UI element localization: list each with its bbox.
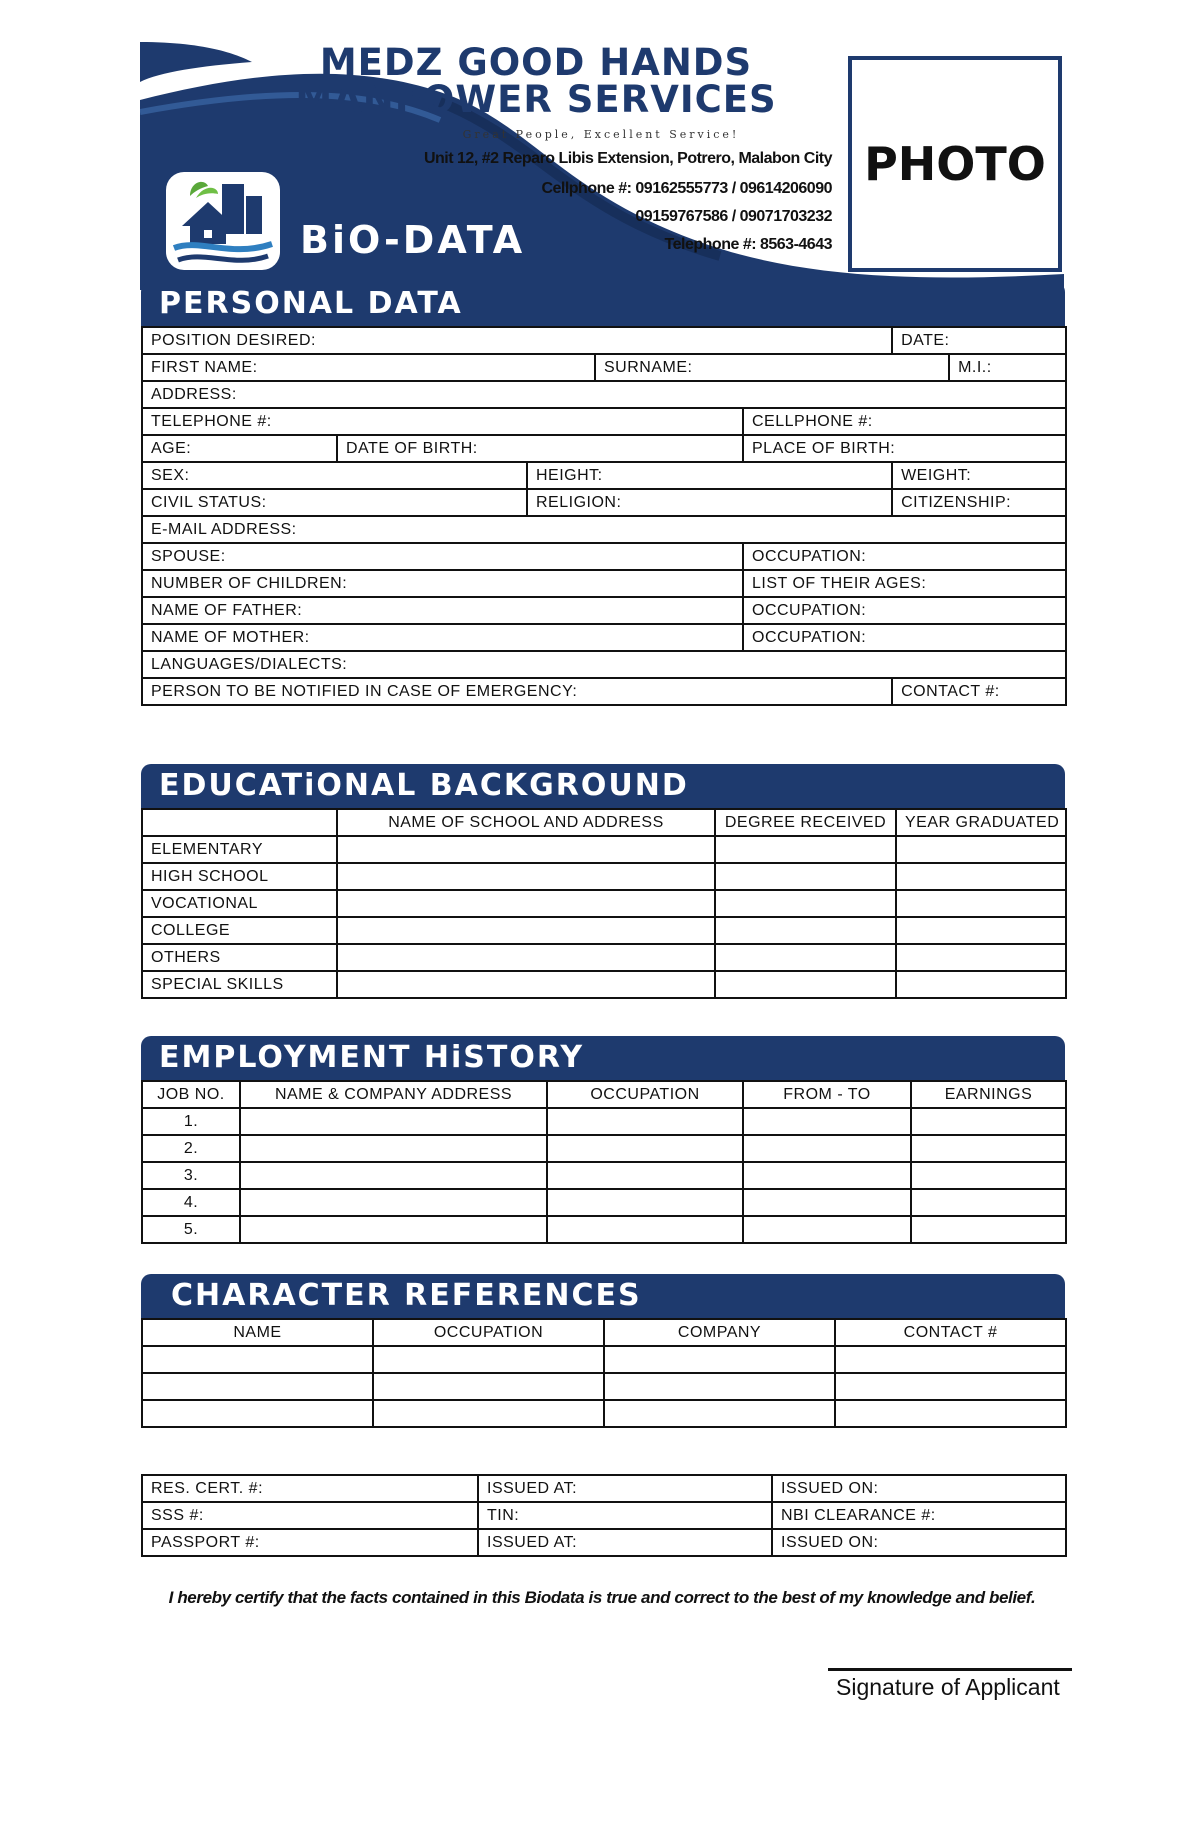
degree-cell[interactable] [715, 890, 896, 917]
degree-cell[interactable] [715, 863, 896, 890]
table-row [142, 1373, 1066, 1400]
education-title: EDUCATiONAL BACKGROUND [159, 768, 689, 803]
sss-field[interactable]: SSS #: [142, 1502, 478, 1529]
degree-cell[interactable] [715, 971, 896, 998]
table-row [142, 917, 1066, 944]
company-name-line1: MEDZ GOOD HANDS [319, 41, 753, 84]
table-row [142, 1162, 1066, 1189]
earnings-cell[interactable] [911, 1189, 1066, 1216]
reference-occupation-cell[interactable] [373, 1346, 604, 1373]
school-cell[interactable] [337, 971, 715, 998]
children-ages-field[interactable]: LIST OF THEIR AGES: [743, 570, 1066, 597]
table-row [142, 327, 1066, 354]
place-of-birth-field[interactable]: PLACE OF BIRTH: [743, 435, 1066, 462]
issued-at-field[interactable]: ISSUED AT: [478, 1475, 772, 1502]
company-cellphone-2: 09159767586 / 09071703232 [635, 208, 832, 225]
middle-initial-field[interactable]: M.I.: [949, 354, 1066, 381]
certification-statement: I hereby certify that the facts contained in this Biodata is true and correct to the best of my knowledge and belief. [168, 1588, 1036, 1607]
year-cell[interactable] [896, 917, 1066, 944]
degree-cell[interactable] [715, 836, 896, 863]
languages-field[interactable]: LANGUAGES/DIALECTS: [142, 651, 1066, 678]
earnings-cell[interactable] [911, 1216, 1066, 1243]
passport-issued-on-field[interactable]: ISSUED ON: [772, 1529, 1066, 1556]
tin-field[interactable]: TIN: [478, 1502, 772, 1529]
education-table [141, 808, 1067, 999]
employment-table [141, 1080, 1067, 1244]
weight-field[interactable]: WEIGHT: [892, 462, 1066, 489]
table-row [142, 890, 1066, 917]
degree-cell[interactable] [715, 917, 896, 944]
job-number: 2. [142, 1135, 240, 1162]
reference-company-cell[interactable] [604, 1373, 835, 1400]
from-to-cell[interactable] [743, 1216, 911, 1243]
row-label: COLLEGE [142, 917, 337, 944]
table-row [142, 1475, 1066, 1502]
res-cert-field[interactable]: RES. CERT. #: [142, 1475, 478, 1502]
year-cell[interactable] [896, 836, 1066, 863]
reference-contact-cell[interactable] [835, 1346, 1066, 1373]
from-to-cell[interactable] [743, 1108, 911, 1135]
number-of-children-field[interactable]: NUMBER OF CHILDREN: [142, 570, 743, 597]
earnings-cell[interactable] [911, 1108, 1066, 1135]
emergency-contact-field[interactable]: CONTACT #: [892, 678, 1066, 705]
position-desired-field[interactable]: POSITION DESIRED: [142, 327, 892, 354]
table-row [142, 1108, 1066, 1135]
table-row [142, 381, 1066, 408]
mother-name-field[interactable]: NAME OF MOTHER: [142, 624, 743, 651]
table-row [142, 1529, 1066, 1556]
occupation-cell[interactable] [547, 1216, 743, 1243]
table-row [142, 597, 1066, 624]
surname-field[interactable]: SURNAME: [595, 354, 949, 381]
occupation-cell[interactable] [547, 1135, 743, 1162]
table-row [142, 944, 1066, 971]
civil-status-field[interactable]: CIVIL STATUS: [142, 489, 527, 516]
occupation-cell[interactable] [547, 1162, 743, 1189]
table-header-row [142, 1081, 1066, 1108]
father-name-field[interactable]: NAME OF FATHER: [142, 597, 743, 624]
table-row [142, 354, 1066, 381]
job-number: 1. [142, 1108, 240, 1135]
photo-label: PHOTO [864, 137, 1046, 191]
height-field[interactable]: HEIGHT: [527, 462, 892, 489]
table-row [142, 489, 1066, 516]
reference-company-cell[interactable] [604, 1346, 835, 1373]
column-header [142, 809, 337, 836]
company-cell[interactable] [240, 1108, 547, 1135]
reference-occupation-cell[interactable] [373, 1400, 604, 1427]
employment-title: EMPLOYMENT HiSTORY [159, 1040, 585, 1075]
row-label: SPECIAL SKILLS [142, 971, 337, 998]
year-cell[interactable] [896, 971, 1066, 998]
column-header: OCCUPATION [373, 1319, 604, 1346]
column-header: YEAR GRADUATED [896, 809, 1066, 836]
job-number: 4. [142, 1189, 240, 1216]
company-address: Unit 12, #2 Reparo Libis Extension, Potrero, Malabon City [423, 150, 832, 167]
employment-header [141, 1036, 1065, 1080]
table-row [142, 435, 1066, 462]
column-header: COMPANY [604, 1319, 835, 1346]
reference-contact-cell[interactable] [835, 1373, 1066, 1400]
table-row [142, 836, 1066, 863]
nbi-clearance-field[interactable]: NBI CLEARANCE #: [772, 1502, 1066, 1529]
education-header [141, 764, 1065, 808]
issued-on-field[interactable]: ISSUED ON: [772, 1475, 1066, 1502]
table-row [142, 570, 1066, 597]
column-header: FROM - TO [743, 1081, 911, 1108]
form-title: BiO-DATA [300, 218, 526, 262]
year-cell[interactable] [896, 863, 1066, 890]
table-row [142, 1400, 1066, 1427]
signature-line[interactable] [828, 1668, 1072, 1671]
column-header: OCCUPATION [547, 1081, 743, 1108]
references-header [141, 1274, 1065, 1318]
sex-field[interactable]: SEX: [142, 462, 527, 489]
company-name-line2: MANPOWER SERVICES [295, 78, 777, 121]
table-row [142, 863, 1066, 890]
spouse-field[interactable]: SPOUSE: [142, 543, 743, 570]
telephone-field[interactable]: TELEPHONE #: [142, 408, 743, 435]
table-row [142, 1189, 1066, 1216]
email-field[interactable]: E-MAIL ADDRESS: [142, 516, 1066, 543]
table-row [142, 1346, 1066, 1373]
table-row [142, 543, 1066, 570]
personal-data-title: PERSONAL DATA [159, 286, 463, 321]
ids-table [141, 1474, 1067, 1557]
citizenship-field[interactable]: CITIZENSHIP: [892, 489, 1066, 516]
reference-name-cell[interactable] [142, 1400, 373, 1427]
table-row [142, 1502, 1066, 1529]
job-number: 3. [142, 1162, 240, 1189]
year-cell[interactable] [896, 944, 1066, 971]
personal-data-header [141, 282, 1065, 326]
passport-issued-at-field[interactable]: ISSUED AT: [478, 1529, 772, 1556]
school-cell[interactable] [337, 917, 715, 944]
table-row [142, 651, 1066, 678]
reference-contact-cell[interactable] [835, 1400, 1066, 1427]
table-row [142, 408, 1066, 435]
company-cell[interactable] [240, 1216, 547, 1243]
company-logo [160, 166, 286, 276]
personal-data-table [141, 326, 1067, 706]
reference-name-cell[interactable] [142, 1373, 373, 1400]
company-cellphone: Cellphone #: 09162555773 / 09614206090 [541, 180, 832, 197]
from-to-cell[interactable] [743, 1135, 911, 1162]
mother-occupation-field[interactable]: OCCUPATION: [743, 624, 1066, 651]
company-cell[interactable] [240, 1135, 547, 1162]
spouse-occupation-field[interactable]: OCCUPATION: [743, 543, 1066, 570]
company-cell[interactable] [240, 1162, 547, 1189]
from-to-cell[interactable] [743, 1162, 911, 1189]
table-row [142, 1216, 1066, 1243]
company-cell[interactable] [240, 1189, 547, 1216]
school-cell[interactable] [337, 890, 715, 917]
degree-cell[interactable] [715, 944, 896, 971]
occupation-cell[interactable] [547, 1108, 743, 1135]
references-table [141, 1318, 1067, 1428]
table-row [142, 624, 1066, 651]
table-row [142, 462, 1066, 489]
date-of-birth-field[interactable]: DATE OF BIRTH: [337, 435, 743, 462]
row-label: ELEMENTARY [142, 836, 337, 863]
row-label: VOCATIONAL [142, 890, 337, 917]
signature-label: Signature of Applicant [836, 1674, 1060, 1700]
column-header: NAME OF SCHOOL AND ADDRESS [337, 809, 715, 836]
photo-box[interactable] [848, 56, 1062, 272]
cellphone-field[interactable]: CELLPHONE #: [743, 408, 1066, 435]
school-cell[interactable] [337, 863, 715, 890]
occupation-cell[interactable] [547, 1189, 743, 1216]
row-label: OTHERS [142, 944, 337, 971]
school-cell[interactable] [337, 836, 715, 863]
first-name-field[interactable]: FIRST NAME: [142, 354, 595, 381]
school-cell[interactable] [337, 944, 715, 971]
reference-occupation-cell[interactable] [373, 1373, 604, 1400]
passport-field[interactable]: PASSPORT #: [142, 1529, 478, 1556]
company-tagline: Great People, Excellent Service! [462, 128, 740, 141]
company-telephone: Telephone #: 8563-4643 [664, 236, 832, 253]
from-to-cell[interactable] [743, 1189, 911, 1216]
column-header: NAME & COMPANY ADDRESS [240, 1081, 547, 1108]
column-header: EARNINGS [911, 1081, 1066, 1108]
table-row [142, 516, 1066, 543]
column-header: JOB NO. [142, 1081, 240, 1108]
table-header-row [142, 1319, 1066, 1346]
religion-field[interactable]: RELIGION: [527, 489, 892, 516]
earnings-cell[interactable] [911, 1162, 1066, 1189]
references-title: CHARACTER REFERENCES [171, 1278, 642, 1313]
father-occupation-field[interactable]: OCCUPATION: [743, 597, 1066, 624]
company-name [236, 41, 836, 121]
table-row [142, 971, 1066, 998]
table-header-row [142, 809, 1066, 836]
date-field[interactable]: DATE: [892, 327, 1066, 354]
table-row [142, 1135, 1066, 1162]
table-row [142, 678, 1066, 705]
address-field[interactable]: ADDRESS: [142, 381, 1066, 408]
year-cell[interactable] [896, 890, 1066, 917]
column-header: DEGREE RECEIVED [715, 809, 896, 836]
column-header: NAME [142, 1319, 373, 1346]
column-header: CONTACT # [835, 1319, 1066, 1346]
earnings-cell[interactable] [911, 1135, 1066, 1162]
job-number: 5. [142, 1216, 240, 1243]
age-field[interactable]: AGE: [142, 435, 337, 462]
row-label: HIGH SCHOOL [142, 863, 337, 890]
reference-name-cell[interactable] [142, 1346, 373, 1373]
reference-company-cell[interactable] [604, 1400, 835, 1427]
emergency-person-field[interactable]: PERSON TO BE NOTIFIED IN CASE OF EMERGENCY: [142, 678, 892, 705]
